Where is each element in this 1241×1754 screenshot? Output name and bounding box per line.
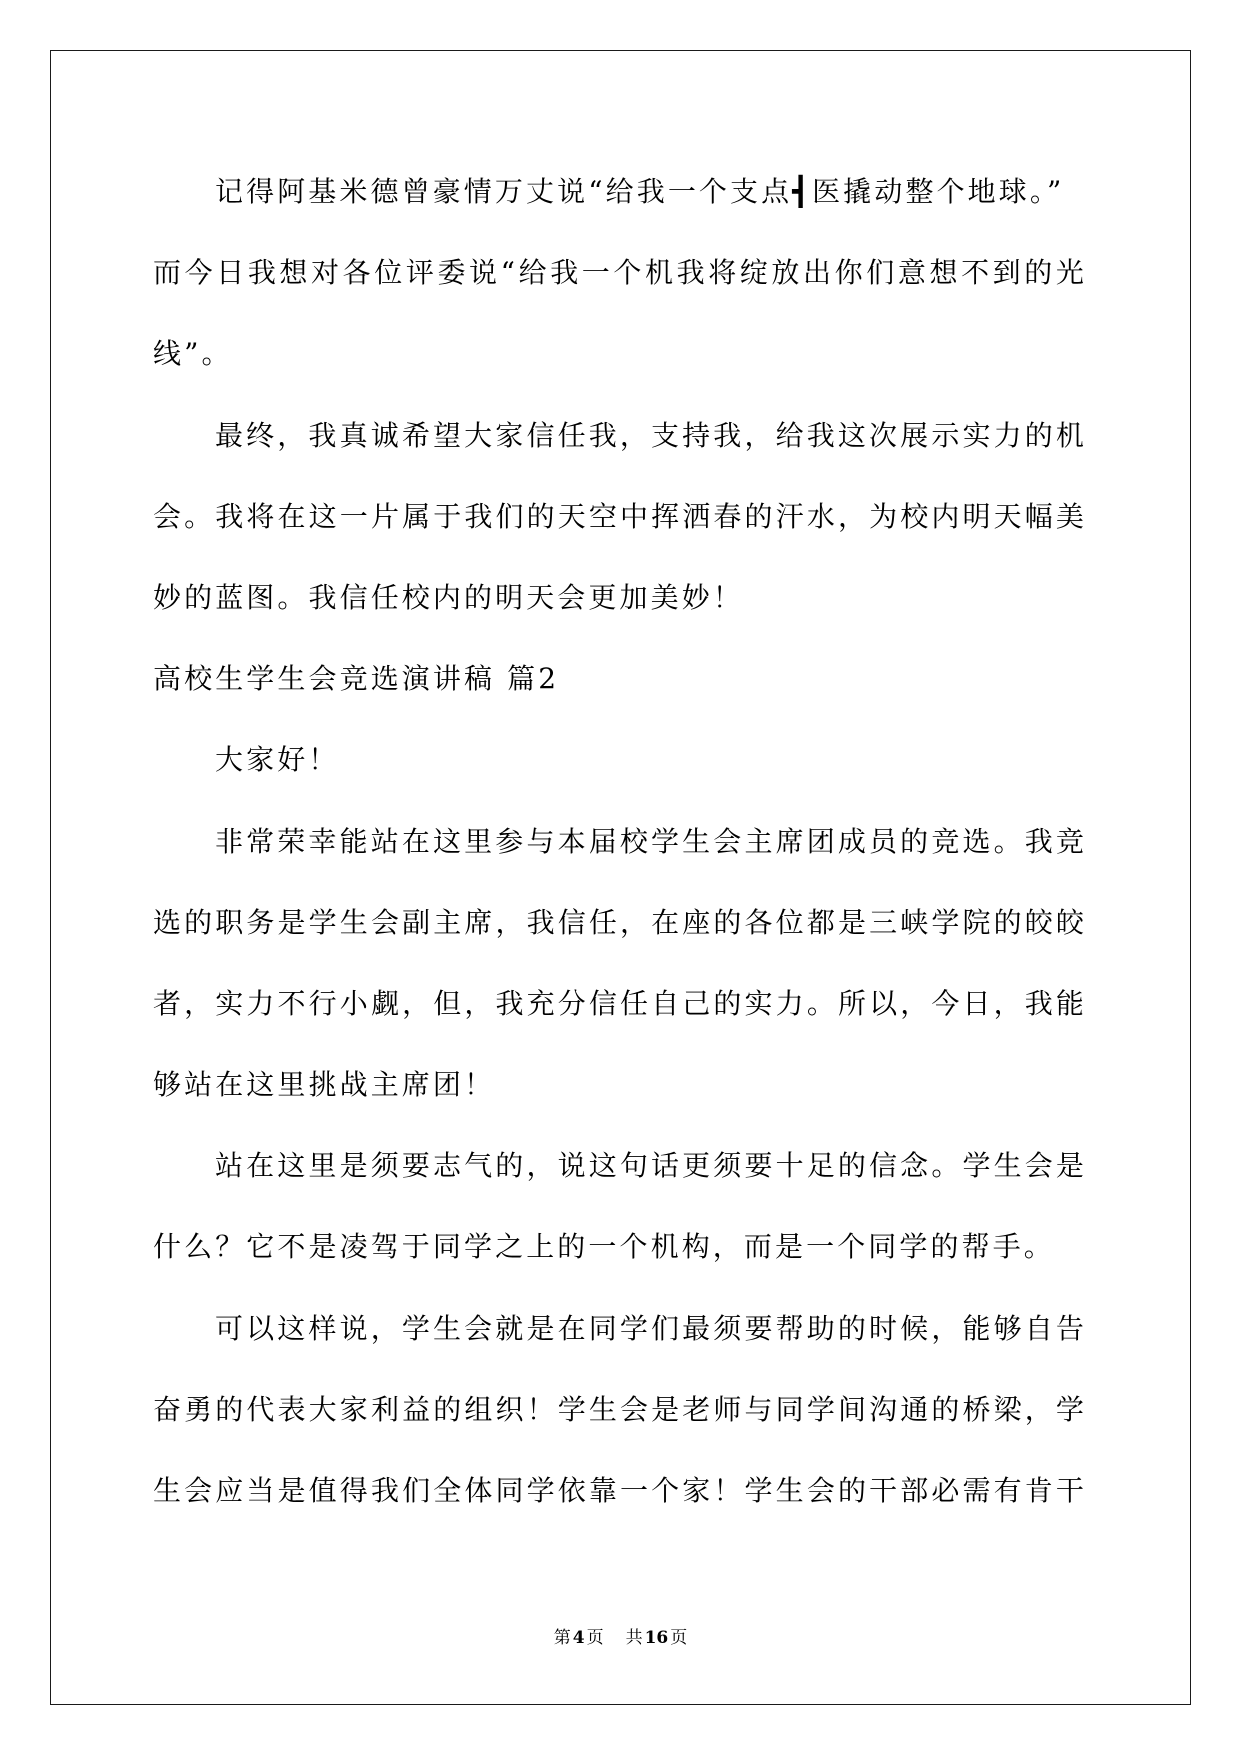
text-line: 非常荣幸能站在这里参与本届校学生会主席团成员的竞选。我竞 — [215, 824, 1087, 858]
page-prefix: 第 — [553, 1628, 571, 1648]
total-unit: 页 — [670, 1628, 688, 1648]
total-prefix: 共 — [625, 1628, 643, 1648]
page-unit: 页 — [586, 1628, 604, 1648]
paragraph — [153, 151, 1087, 395]
paragraph — [153, 719, 1087, 800]
text-line: 什么？它不是凌驾于同学之上的一个机构，而是一个同学的帮手。 — [153, 1230, 1055, 1264]
text-line: 生会应当是值得我们全体同学依靠一个家！学生会的干部必需有肯干 — [153, 1474, 1087, 1507]
text-line: 大家好！ — [215, 743, 340, 777]
document-body — [153, 151, 1087, 1531]
section-title: 高校生学生会竞选演讲稿 篇2 — [153, 662, 560, 696]
text-line: 奋勇的代表大家利益的组织！学生会是老师与同学间沟通的桥梁，学 — [153, 1392, 1087, 1426]
text-line: 记得阿基米德曾豪情万丈说“给我一个支点┫医撬动整个地球。” — [215, 175, 1065, 208]
text-line: 线”。 — [153, 337, 233, 371]
page-number: 4 — [572, 1628, 585, 1648]
text-line: 会。我将在这一片属于我们的天空中挥洒春的汗水，为校内明天幅美 — [153, 499, 1087, 533]
text-line: 可以这样说，学生会就是在同学们最须要帮助的时候，能够自告 — [215, 1311, 1087, 1345]
paragraph — [153, 1125, 1087, 1287]
paragraph — [153, 1288, 1087, 1532]
page-footer — [0, 1626, 1241, 1650]
text-line: 而今日我想对各位评委说“给我一个机我将绽放出你们意想不到的光 — [153, 256, 1087, 290]
text-line: 站在这里是须要志气的，说这句话更须要十足的信念。学生会是 — [215, 1149, 1087, 1183]
text-line: 最终，我真诚希望大家信任我，支持我，给我这次展示实力的机 — [215, 418, 1087, 452]
text-line: 选的职务是学生会副主席，我信任，在座的各位都是三峡学院的皎皎 — [153, 905, 1087, 939]
text-line: 者，实力不行小觑，但，我充分信任自己的实力。所以，今日，我能 — [153, 986, 1087, 1020]
total-pages: 16 — [644, 1628, 669, 1648]
text-line: 妙的蓝图。我信任校内的明天会更加美妙！ — [153, 580, 744, 614]
text-line: 够站在这里挑战主席团！ — [153, 1068, 496, 1102]
paragraph — [153, 801, 1087, 1126]
paragraph — [153, 395, 1087, 639]
